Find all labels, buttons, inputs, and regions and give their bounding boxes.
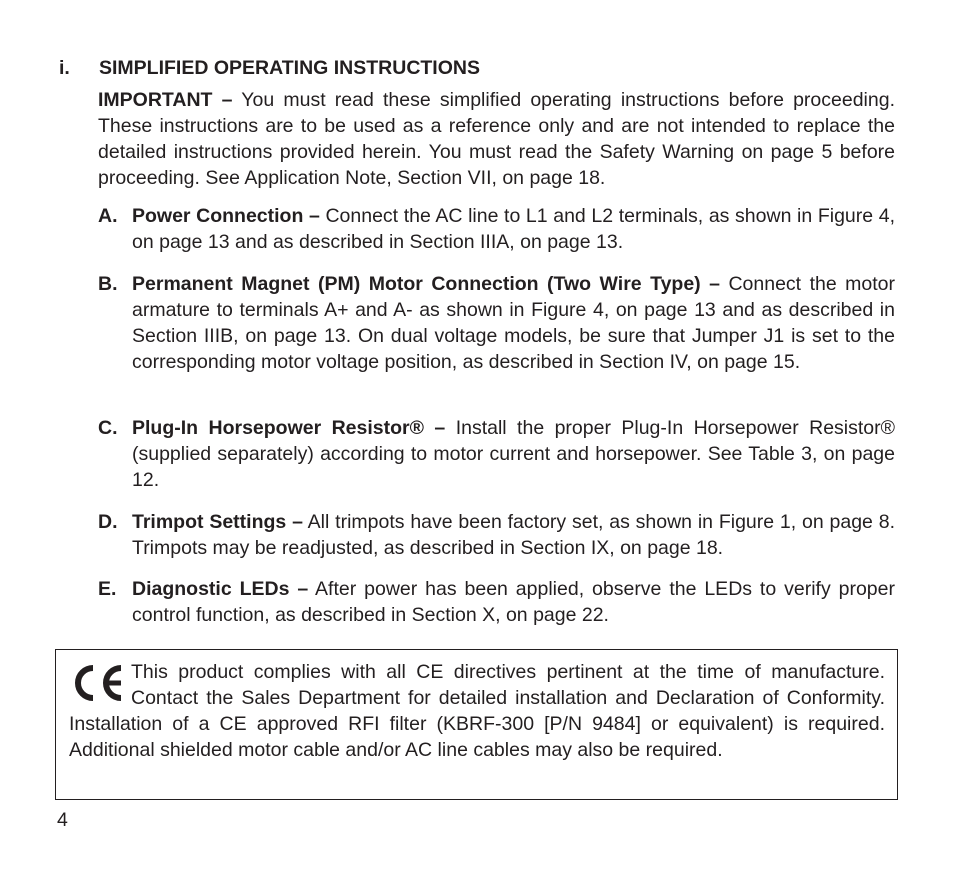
item-text: Install the proper Plug-In Horsepower Resistor® (supplied separately) according to motor current and horsepower. See Table 3, on page 12. [132, 417, 896, 491]
item-title: Permanent Magnet (PM) Motor Connection (Two Wire Type) – [132, 273, 720, 295]
intro-text: You must read these simplified operating instructions before proceeding. These instructions are to be used as a reference only and are not intended to replace the detailed instructions provided herein. You must read the Safety Warning on page 5 before proceeding. See Application Note, Section VII, on page 18. [98, 89, 895, 189]
ce-notice-text: This product complies with all CE directives pertinent at the time of manufacture. Contact the Sales Department for detailed installation and Declaration of Conformity. Installation of a CE approved RFI filter (KBRF-300 [P/N 9484] or equivalent) is required. Additional shielded motor cable and/or AC line cables may also be required. [69, 661, 885, 761]
ce-compliance-notice [55, 649, 898, 800]
section-heading [59, 55, 480, 81]
item-text: After power has been applied, observe the LEDs to verify proper control function, as described in Section X, on page 22. [132, 578, 895, 626]
instruction-item-a [98, 203, 895, 255]
section-number: i. [59, 57, 70, 79]
item-letter: D. [98, 511, 118, 533]
page-number: 4 [57, 809, 68, 831]
item-letter: C. [98, 417, 118, 439]
item-text: Connect the motor armature to terminals A+ and A- as shown in Figure 4, on page 13 and as described in Section IIIB, on page 13. On dual voltage models, be sure that Jumper J1 is set to the corresponding motor voltage position, as described in Section IV, on page 15. [132, 273, 895, 373]
item-title: Plug-In Horsepower Resistor® – [132, 417, 446, 439]
item-text: All trimpots have been factory set, as shown in Figure 1, on page 8. Trimpots may be readjusted, as described in Section IX, on page 18. [132, 511, 895, 559]
instruction-item-b [98, 271, 895, 375]
item-text: Connect the AC line to L1 and L2 terminals, as shown in Figure 4, on page 13 and as described in Section IIIA, on page 13. [132, 205, 895, 253]
intro-lead: IMPORTANT – [98, 89, 233, 111]
item-letter: B. [98, 273, 118, 295]
instruction-item-c [98, 415, 895, 493]
item-title: Power Connection – [132, 205, 320, 227]
item-letter: A. [98, 205, 118, 227]
item-title: Trimpot Settings – [132, 511, 303, 533]
section-title: SIMPLIFIED OPERATING INSTRUCTIONS [99, 57, 480, 79]
item-title: Diagnostic LEDs – [132, 578, 309, 600]
intro-paragraph [98, 87, 895, 191]
ce-mark-icon [69, 663, 125, 703]
instruction-item-e [98, 576, 895, 628]
item-letter: E. [98, 578, 117, 600]
instruction-item-d [98, 509, 895, 561]
